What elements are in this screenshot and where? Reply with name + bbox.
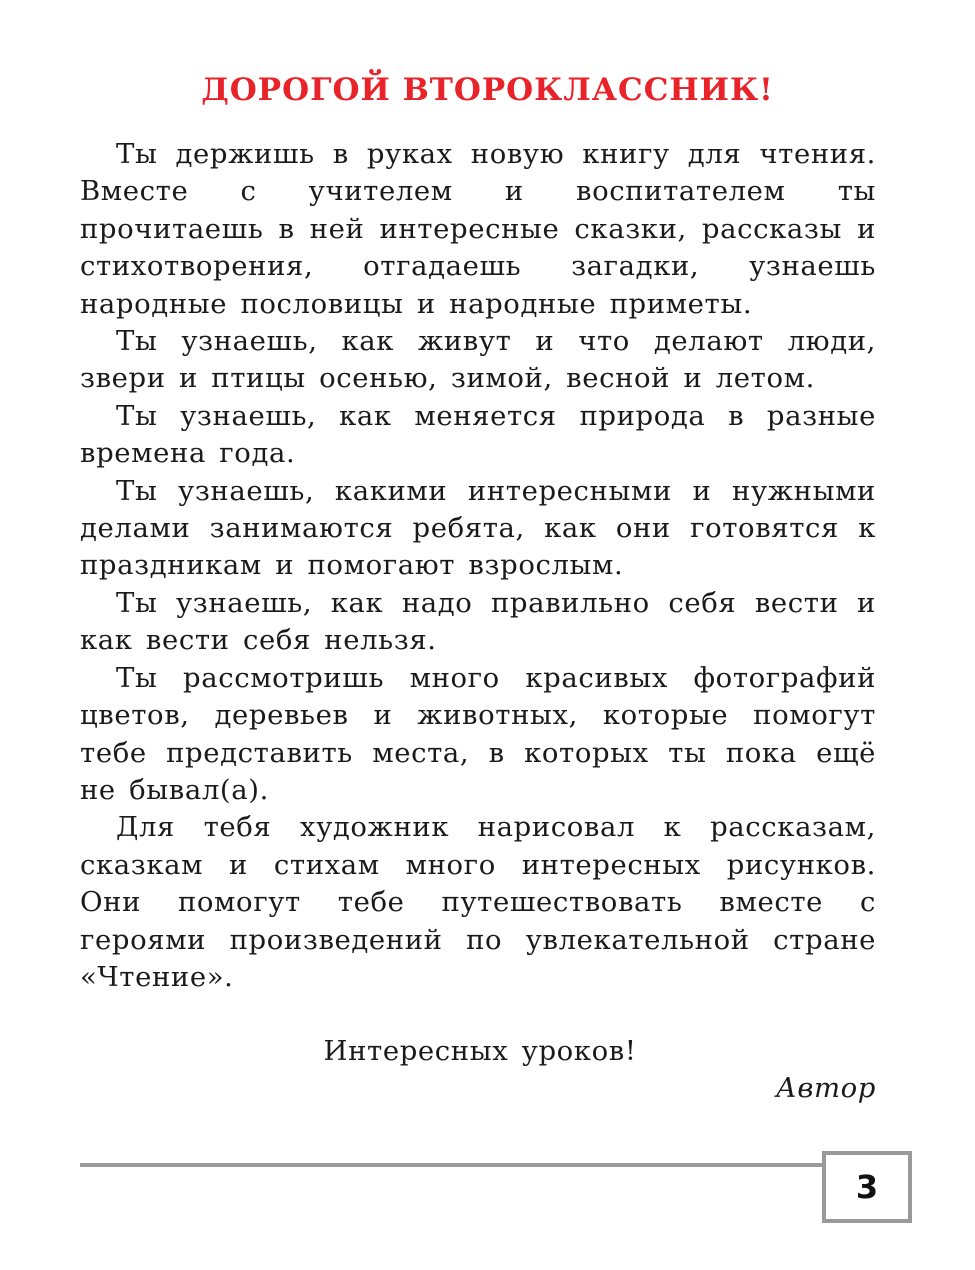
page-number-box <box>822 1151 912 1223</box>
paragraph-behavior: Ты узнаешь, как надо правильно себя вести и как вести себя нельзя. <box>80 586 876 657</box>
closing-wish: Интересных уроков! <box>323 1035 637 1067</box>
page-number: 3 <box>855 1168 879 1206</box>
paragraph-seasons: Ты узнаешь, как живут и что делают люди, звери и птицы осенью, зимой, весной и летом. <box>80 325 876 395</box>
paragraph-intro: Ты держишь в руках новую книгу для чтения. Вместе с учителем и воспитателем ты прочитаешь в ней интересные сказки, рассказы и стихотворения, отгадаешь загадки, узнаешь народные пословицы и народные приметы. <box>80 138 876 320</box>
paragraph-photos: Ты рассмотришь много красивых фотографий цветов, деревьев и животных, которые помогут тебе представить места, в которых ты пока ещё не бывал(а). <box>80 661 876 806</box>
paragraph-activities: Ты узнаешь, какими интересными и нужными делами занимаются ребята, как они готовятся к праздникам и помогают взрослым. <box>80 474 876 582</box>
letter-body <box>80 136 876 996</box>
footer-rule <box>80 1163 822 1167</box>
page-title: ДОРОГОЙ ВТОРОКЛАССНИК! <box>201 72 774 108</box>
paragraph-illustrations: Для тебя художник нарисовал к рассказам, сказкам и стихам много интересных рисунков. Они помогут тебе путешествовать вместе с героями произведений по увлекательной стране «Чтение». <box>80 811 876 993</box>
author-signature: Автор <box>775 1072 876 1104</box>
paragraph-nature: Ты узнаешь, как меняется природа в разные времена года. <box>80 399 876 470</box>
